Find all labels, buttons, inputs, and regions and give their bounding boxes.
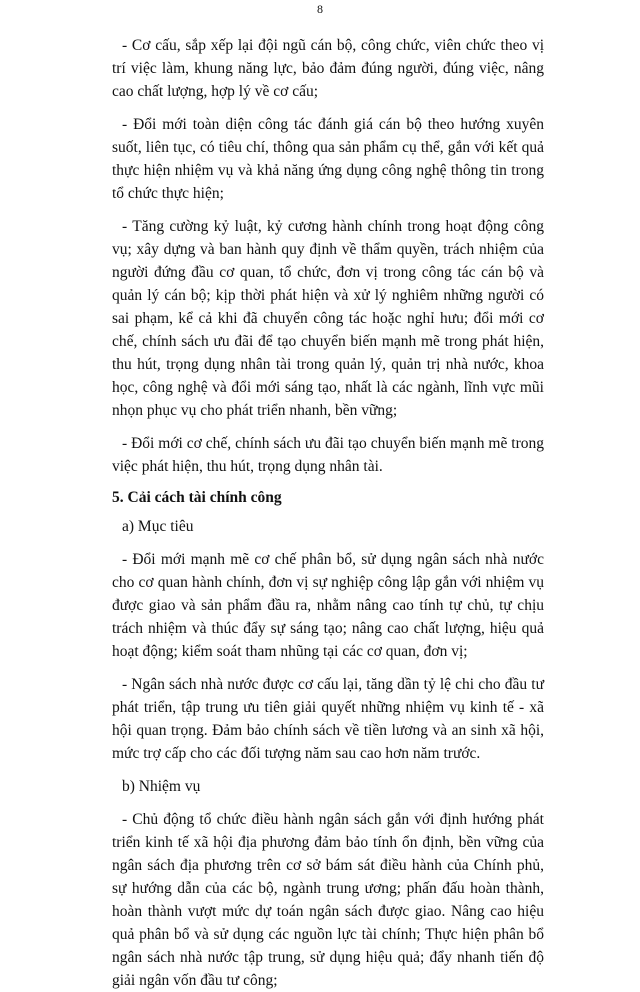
document-body (112, 34, 544, 992)
subsection-heading-a: a) Mục tiêu (122, 518, 194, 535)
paragraph: - Chủ động tổ chức điều hành ngân sách gắn với định hướng phát triển kinh tế xã hội địa phương đảm bảo tính ổn định, bền vững của ngân sách địa phương trên cơ sở bám sát điều hành của Chính phủ, sự hướng dẫn của các bộ, ngành trung ương; phấn đấu hoàn thành, hoàn thành vượt mức dự toán ngân sách được giao. Nâng cao hiệu quả phân bổ và sử dụng các nguồn lực tài chính; Thực hiện phân bổ ngân sách nhà nước tập trung, sử dụng hiệu quả; đẩy nhanh tiến độ giải ngân vốn đầu tư công; (112, 811, 544, 989)
paragraph: - Đổi mới mạnh mẽ cơ chế phân bổ, sử dụng ngân sách nhà nước cho cơ quan hành chính, đơn vị sự nghiệp công lập gắn với nhiệm vụ được giao và sản phẩm đầu ra, nhằm nâng cao tính tự chủ, tự chịu trách nhiệm và thúc đẩy sự sáng tạo; nâng cao chất lượng, hiệu quả hoạt động; kiểm soát tham nhũng tại các cơ quan, đơn vị; (112, 551, 544, 660)
paragraph: - Đổi mới cơ chế, chính sách ưu đãi tạo chuyển biến mạnh mẽ trong việc phát hiện, thu hút, trọng dụng nhân tài. (112, 435, 544, 475)
paragraph: - Cơ cấu, sắp xếp lại đội ngũ cán bộ, công chức, viên chức theo vị trí việc làm, khung năng lực, bảo đảm đúng người, đúng việc, nâng cao chất lượng, hợp lý về cơ cấu; (112, 37, 544, 100)
page-number: 8 (317, 2, 323, 16)
paragraph: - Tăng cường kỷ luật, kỷ cương hành chính trong hoạt động công vụ; xây dựng và ban hành quy định về thẩm quyền, trách nhiệm của người đứng đầu cơ quan, tổ chức, đơn vị trong công tác cán bộ và quản lý cán bộ; kịp thời phát hiện và xử lý nghiêm những người có sai phạm, kể cả khi đã chuyển công tác hoặc nghỉ hưu; đổi mới cơ chế, chính sách ưu đãi để tạo chuyển biến mạnh mẽ trong phát hiện, thu hút, trọng dụng nhân tài trong quản lý, quản trị nhà nước, khoa học, công nghệ và đổi mới sáng tạo, nhất là các ngành, lĩnh vực mũi nhọn phục vụ cho phát triển nhanh, bền vững; (112, 218, 544, 419)
paragraph: - Ngân sách nhà nước được cơ cấu lại, tăng dần tỷ lệ chi cho đầu tư phát triển, tập trung ưu tiên giải quyết những nhiệm vụ kinh tế - xã hội quan trọng. Đảm bảo chính sách về tiền lương và an sinh xã hội, mức trợ cấp cho các đối tượng năm sau cao hơn năm trước. (112, 676, 544, 762)
subsection-heading-b: b) Nhiệm vụ (122, 778, 201, 795)
section-heading: 5. Cải cách tài chính công (112, 489, 282, 506)
paragraph: - Đổi mới toàn diện công tác đánh giá cán bộ theo hướng xuyên suốt, liên tục, có tiêu chí, thông qua sản phẩm cụ thể, gắn với kết quả thực hiện nhiệm vụ và khả năng ứng dụng công nghệ thông tin trong tổ chức thực hiện; (112, 116, 544, 202)
